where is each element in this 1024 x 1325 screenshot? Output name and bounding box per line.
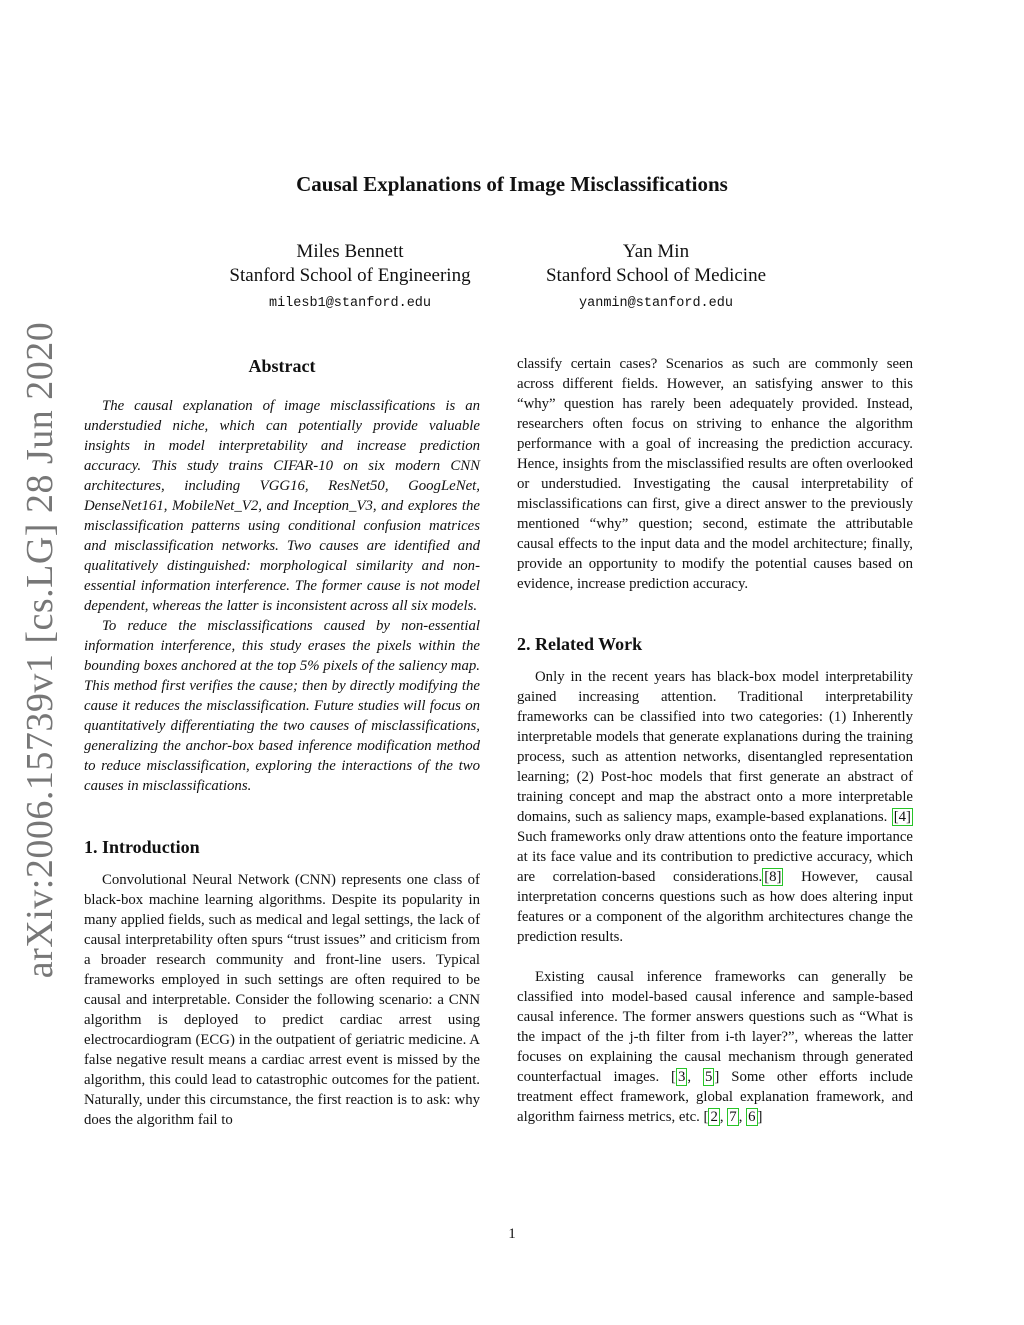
related-work-paragraph-2: Existing causal inference frameworks can generally be classified into model-based causal inference and sample-based causal inference. The former answers questions such as “What is the impact of the j-th filter from i-th layer?”, whereas the latter focuses on explaining the causal mechanism through generated counterfactual images. [ 3 , 5 ] Some other efforts include treatment effect framework, global explanation framework, and algorithm fairness metrics, etc. [ 2 , 7 , 6 ] xyxy=(517,969,913,1125)
abstract-section xyxy=(84,356,480,796)
citation-link[interactable]: 7 xyxy=(729,1109,737,1125)
introduction-paragraph-1: Convolutional Neural Network (CNN) represents one class of black-box machine learning algorithms. Despite its popularity in many applied fields, such as medical and legal settings, the lack of causal interpretability often spurs “trust issues” and criticism from a broader research community and front-line users. Typical frameworks employed in such settings are often required to be causal and interpretable. Consider the following scenario: a CNN algorithm is deployed to predict cardiac arrest using electrocardiogram (ECG) in the outpatient of geriatric medicine. A false negative result means a cardiac arrest event is missed by the algorithm, this could lead to catastrophic outcomes for the patient. Naturally, under this circumstance, the first reaction is to ask: why does the algorithm fail to xyxy=(84,872,480,1128)
related-work-text: Existing causal inference frameworks can generally be classified into model-based causal inference and sample-based causal inference. The former answers questions such as “What is the impact of the j-th filter from i-th layer?”, whereas the latter focuses on explaining the causal mechanism through generated counterfactual images. xyxy=(517,969,913,1085)
right-column xyxy=(517,354,913,1127)
related-work-text: Some other efforts include treatment effect framework, global explanation framework, and algorithm fairness metrics, etc. xyxy=(517,1069,913,1125)
citation-link[interactable]: 2 xyxy=(710,1109,718,1125)
related-work-text: Such frameworks only draw attentions onto the feature importance at its face value and its contribution to predictive accuracy, which are correlation-based considerations. xyxy=(517,829,913,885)
citation-link[interactable]: [8] xyxy=(764,869,782,885)
related-work-text: Only in the recent years has black-box model interpretability gained increasing attention. Traditional interpretability frameworks can be classified into two categories: (1) Inherently interpretable models that generate explanations during the training process, such as attention networks, disentangled representation learning; (2) Post-hoc models that first generate an abstract of training concept and map the abstract onto a more interpretable domains, such as saliency maps, example-based explanations. xyxy=(517,669,913,825)
related-work-paragraph-1 xyxy=(517,667,913,947)
page-number: 1 xyxy=(508,1226,516,1242)
paper-title: Causal Explanations of Image Misclassifications xyxy=(296,172,728,196)
author-email: milesb1@stanford.edu xyxy=(268,296,432,311)
related-work-heading: 2. Related Work xyxy=(517,634,643,654)
arxiv-identifier-stamp xyxy=(18,321,62,979)
introduction-paragraph-1-continued: classify certain cases? Scenarios as such are commonly seen across different fields. However, an satisfying answer to this “why” question has rarely been adequately provided. Instead, researchers often focus on striving to enhance the algorithm performance with a goal of increasing the prediction accuracy. Hence, insights from the misclassified results are often overlooked or understudied. Investigating the causal interpretability of misclassifications can first, give a direct answer to the previously mentioned “why” question; second, estimate the attributable causal effects to the input data and the model architecture; finally, provide an opportunity to modify the potential causes based on evidence, increase prediction accuracy. xyxy=(517,356,913,592)
left-column xyxy=(84,354,480,1130)
author-affiliation: Stanford School of Medicine xyxy=(545,265,767,286)
citation-link[interactable]: 3 xyxy=(677,1069,686,1085)
abstract-paragraph-2: To reduce the misclassifications caused by non-essential information interference, this study erases the pixels within the bounding boxes anchored at the top 5% pixels of the saliency map. This method first verifies the cause; then by directly modifying the cause it reduces the misclassification. Future studies will focus on quantitatively differentiating the two causes of misclassifications, generalizing the anchor-box based inference modification method to reduce misclassification, exploring the interactions of the two causes in misclassifications. xyxy=(84,618,480,794)
author-affiliation: Stanford School of Engineering xyxy=(229,265,471,286)
author-name: Miles Bennett xyxy=(296,241,404,262)
citation-link[interactable]: 5 xyxy=(705,1069,713,1085)
author-email: yanmin@stanford.edu xyxy=(579,296,733,311)
introduction-heading: 1. Introduction xyxy=(84,837,200,857)
abstract-heading: Abstract xyxy=(248,356,316,376)
citation-link[interactable]: [4] xyxy=(893,809,911,825)
abstract-paragraph-1: The causal explanation of image misclassifications is an understudied niche, which can potentially provide valuable insights in model interpretability and increase prediction accuracy. This study trains CIFAR-10 on six modern CNN architectures, including VGG16, ResNet50, GoogLeNet, DenseNet161, MobileNet_V2, and Inception_V3, and explores the misclassification patterns using conditional confusion matrices and misclassification networks. Two causes are identified and qualitatively distinguished: morphological similarity and non-essential information interference. The former cause is not model dependent, whereas the latter is inconsistent across all six models. xyxy=(84,398,480,614)
related-work-text: However, causal interpretation concerns questions such as how does altering input features or a component of the algorithm architectures change the prediction results. xyxy=(517,869,913,945)
author-name: Yan Min xyxy=(622,241,690,262)
citation-link[interactable]: 6 xyxy=(748,1109,756,1125)
author-block-1 xyxy=(200,240,500,316)
author-block-2 xyxy=(506,240,806,316)
arxiv-identifier-text: arXiv:2006.15739v1 [cs.LG] 28 Jun 2020 xyxy=(19,321,62,979)
